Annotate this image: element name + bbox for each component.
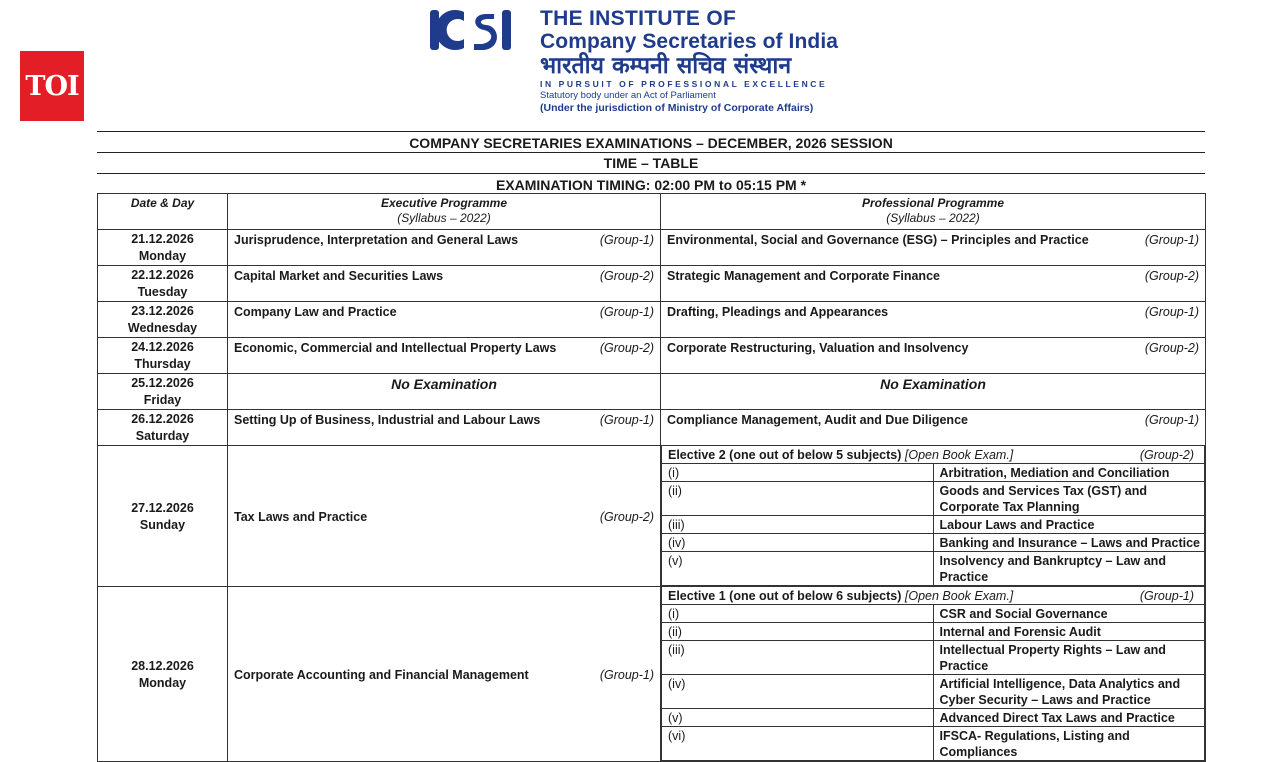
- date-cell: 25.12.2026 Friday: [98, 374, 228, 410]
- exec-subject-cell: Corporate Accounting and Financial Management (Group-1): [228, 587, 661, 762]
- table-header-row: [98, 194, 1206, 230]
- list-item: (iii) Intellectual Property Rights – Law and Practice: [662, 641, 1205, 675]
- icsi-letterhead: [428, 4, 888, 122]
- exec-title: Executive Programme: [380, 196, 508, 210]
- statutory-line: Statutory body under an Act of Parliament: [540, 90, 716, 102]
- toi-logo-badge[interactable]: TOI: [20, 51, 84, 121]
- exec-subject-cell: Jurisprudence, Interpretation and General Laws (Group-1): [228, 230, 661, 266]
- institute-name-line2: Company Secretaries of India: [540, 30, 839, 53]
- prof-subject-cell: Compliance Management, Audit and Due Diligence (Group-1): [661, 410, 1206, 446]
- date-cell: 23.12.2026 Wednesday: [98, 302, 228, 338]
- date-cell: 21.12.2026 Monday: [98, 230, 228, 266]
- prof-subject-cell: Drafting, Pleadings and Appearances (Group-1): [661, 302, 1206, 338]
- list-item: (v) Advanced Direct Tax Laws and Practice: [662, 709, 1205, 727]
- table-row: [98, 266, 1206, 302]
- exec-subject-cell: Capital Market and Securities Laws (Group-2): [228, 266, 661, 302]
- institute-name-line1: THE INSTITUTE OF: [540, 7, 737, 30]
- prof-subject-cell: Strategic Management and Corporate Finance (Group-2): [661, 266, 1206, 302]
- exec-subject-cell: Company Law and Practice (Group-1): [228, 302, 661, 338]
- date-cell: 22.12.2026 Tuesday: [98, 266, 228, 302]
- col-header-date: Date & Day: [98, 194, 228, 230]
- list-item: (iii) Labour Laws and Practice: [662, 516, 1205, 534]
- elective-2-list: [661, 446, 1205, 586]
- date-cell: 28.12.2026 Monday: [98, 587, 228, 762]
- prof-title: Professional Programme: [861, 196, 1005, 210]
- icsi-logo-mark: [428, 6, 514, 54]
- jurisdiction-line: (Under the jurisdiction of Ministry of Corporate Affairs): [540, 102, 814, 115]
- date-cell: 24.12.2026 Thursday: [98, 338, 228, 374]
- prof-subject-cell: Corporate Restructuring, Valuation and Insolvency (Group-2): [661, 338, 1206, 374]
- table-row: [98, 374, 1206, 410]
- table-row: [98, 302, 1206, 338]
- icsi-title-block: [540, 8, 838, 114]
- list-item: (ii) Goods and Services Tax (GST) and Corporate Tax Planning: [662, 482, 1205, 516]
- prof-subject-cell: Environmental, Social and Governance (ESG) – Principles and Practice (Group-1): [661, 230, 1206, 266]
- institute-name-hindi: भारतीय कम्पनी सचिव संस्थान: [540, 53, 792, 79]
- list-item: (vi) IFSCA- Regulations, Listing and Compliances: [662, 727, 1205, 761]
- elective-1-list: [661, 587, 1205, 761]
- exec-subject-cell: Tax Laws and Practice (Group-2): [228, 446, 661, 587]
- prof-elective-cell: [661, 587, 1206, 762]
- date-cell: 26.12.2026 Saturday: [98, 410, 228, 446]
- prof-syllabus: (Syllabus – 2022): [886, 211, 980, 225]
- prof-no-examination: No Examination: [661, 374, 1206, 410]
- table-row: [98, 410, 1206, 446]
- prof-elective-cell: [661, 446, 1206, 587]
- exec-subject-cell: Economic, Commercial and Intellectual Property Laws (Group-2): [228, 338, 661, 374]
- col-header-executive: [228, 194, 661, 230]
- col-header-professional: [661, 194, 1206, 230]
- elective-heading: Elective 1 (one out of below 6 subjects) [Open Book Exam.] (Group-1): [662, 587, 1205, 605]
- list-item: (ii) Internal and Forensic Audit: [662, 623, 1205, 641]
- list-item: (i) Arbitration, Mediation and Conciliation: [662, 464, 1205, 482]
- timetable-subtitle: TIME – TABLE: [97, 152, 1205, 173]
- table-row: [98, 446, 1206, 587]
- exam-timing: EXAMINATION TIMING: 02:00 PM to 05:15 PM *: [97, 173, 1205, 194]
- exec-subject-cell: Setting Up of Business, Industrial and Labour Laws (Group-1): [228, 410, 661, 446]
- exam-session-title: COMPANY SECRETARIES EXAMINATIONS – DECEMBER, 2026 SESSION: [97, 131, 1205, 152]
- list-item: (i) CSR and Social Governance: [662, 605, 1205, 623]
- timetable: [97, 193, 1206, 762]
- table-row: [98, 338, 1206, 374]
- elective-heading: Elective 2 (one out of below 5 subjects) [Open Book Exam.] (Group-2): [662, 446, 1205, 464]
- list-item: (v) Insolvency and Bankruptcy – Law and Practice: [662, 552, 1205, 586]
- table-row: [98, 587, 1206, 762]
- exec-no-examination: No Examination: [228, 374, 661, 410]
- list-item: (iv) Artificial Intelligence, Data Analytics and Cyber Security – Laws and Practice: [662, 675, 1205, 709]
- exec-syllabus: (Syllabus – 2022): [397, 211, 491, 225]
- date-cell: 27.12.2026 Sunday: [98, 446, 228, 587]
- table-row: [98, 230, 1206, 266]
- institute-motto: IN PURSUIT OF PROFESSIONAL EXCELLENCE: [540, 79, 828, 90]
- list-item: (iv) Banking and Insurance – Laws and Practice: [662, 534, 1205, 552]
